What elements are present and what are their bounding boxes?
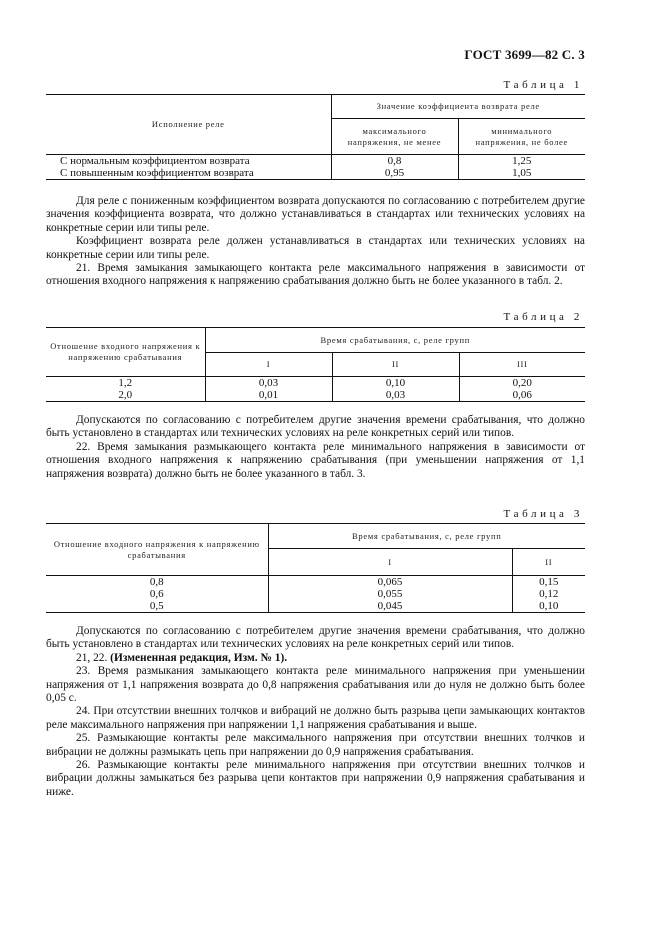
table1-header-group: Значение коэффициента возврата реле [331,95,585,119]
table1 [46,94,585,180]
table3-row3-g1: 0,045 [268,600,512,613]
table2-row1-g1: 0,03 [205,377,332,390]
table3-header-group: Время срабатывания, с, реле групп [268,524,585,549]
table3-row1-g2: 0,15 [512,576,585,589]
table-row [46,588,585,600]
table3-row1-ratio: 0,8 [46,576,268,589]
table1-caption: Таблица 1 [503,79,583,91]
table2-row1-g2: 0,10 [332,377,459,390]
paragraph: Допускаются по согласованию с потребителем другие значения времени срабатывания, что должно быть установлено в стандартах или технических условиях на реле конкретных серий или типов. [46,625,585,651]
paragraph-item-23: 23. Время размыкания замыкающего контакта реле минимального напряжения при уменьшении напряжения от 1,1 напряжения возврата до 0,8 напряжения срабатывания или до нуля не должно быть более 0,05 с. [46,665,585,705]
table3 [46,523,585,613]
table1-header-sub2: минимального напряжения, не более [458,119,585,155]
table1-header-sub1: максимального напряжения, не менее [331,119,458,155]
table2-row2-ratio: 2,0 [46,389,205,402]
amendment-note [46,652,585,665]
table3-caption: Таблица 3 [503,508,583,520]
table2-row1-ratio: 1,2 [46,377,205,390]
table1-row2-v2: 1,05 [458,167,585,180]
text-block-2 [46,414,585,481]
table2-header-main: Отношение входного напряжения к напряжению срабатывания [46,328,205,377]
amendment-text: (Измененная редакция, Изм. № 1). [110,651,288,664]
table-row [46,600,585,613]
table2-row1-g3: 0,20 [459,377,585,390]
table1-row1-v1: 0,8 [331,155,458,168]
paragraph: Коэффициент возврата реле должен устанавливаться в стандартах или технических условиях на конкретные серии или типы реле. [46,235,585,261]
table1-row2-label: С повышенным коэффициентом возврата [46,167,331,180]
paragraph-item-25: 25. Размыкающие контакты реле максимального напряжения при отсутствии внешних толчков и вибрации не должны размыкать цепь при напряжении до 0,9 напряжения срабатывания. [46,732,585,758]
paragraph: Допускаются по согласованию с потребителем другие значения времени срабатывания, что должно быть установлено в стандартах или технических условиях на реле конкретных серий или типов. [46,414,585,440]
table-row [46,377,585,390]
table2-row2-g2: 0,03 [332,389,459,402]
table2-row2-g1: 0,01 [205,389,332,402]
table3-group-2: II [512,549,585,576]
table3-header-main: Отношение входного напряжения к напряжению срабатывания [46,524,268,576]
table2 [46,327,585,402]
table-row [46,167,585,180]
table2-group-1: I [205,353,332,377]
table1-row1-v2: 1,25 [458,155,585,168]
table3-row1-g1: 0,065 [268,576,512,589]
paragraph-item-21: 21. Время замыкания замыкающего контакта реле максимального напряжения в зависимости от отношения входного напряжения к напряжению срабатывания должно быть не более указанного в табл. 2. [46,262,585,288]
table2-row2-g3: 0,06 [459,389,585,402]
table3-row3-ratio: 0,5 [46,600,268,613]
table2-group-2: II [332,353,459,377]
table3-row2-g2: 0,12 [512,588,585,600]
table3-group-1: I [268,549,512,576]
text-block-1 [46,195,585,289]
paragraph-item-22: 22. Время замыкания размыкающего контакта реле минимального напряжения в зависимости от отношения входного напряжения к напряжению срабатывания (при уменьшении напряжения от 1,1 напряжения возврата) должно быть не более указанного в табл. 3. [46,440,585,480]
paragraph-item-24: 24. При отсутствии внешних толчков и вибраций не должно быть разрыва цепи замыкающих контактов реле максимального напряжения при напряжении 1,1 напряжения срабатывания и выше. [46,705,585,731]
table2-group-3: III [459,353,585,377]
paragraph: Для реле с пониженным коэффициентом возврата допускаются по согласованию с потребителем другие значения коэффициента возврата, что должно устанавливаться в стандартах или технических условиях на конкретные серии или типы реле. [46,195,585,234]
table-row [46,576,585,589]
table3-row2-g1: 0,055 [268,588,512,600]
table3-row3-g2: 0,10 [512,600,585,613]
table1-row2-v1: 0,95 [331,167,458,180]
table1-header-main: Исполнение реле [46,95,331,155]
table1-row1-label: С нормальным коэффициентом возврата [46,155,331,168]
table-row [46,389,585,402]
table-row [46,155,585,168]
table3-row2-ratio: 0,6 [149,588,164,600]
paragraph-item-26: 26. Размыкающие контакты реле минимального напряжения при отсутствии внешних толчков и вибрации должны замыкаться без разрыва цепи контактов при напряжении 0,9 напряжения срабатывания и ниже. [46,759,585,798]
text-block-3 [46,625,585,799]
table2-caption: Таблица 2 [503,311,583,323]
page-header: ГОСТ 3699—82 С. 3 [464,47,585,62]
table2-header-group: Время срабатывания, с, реле групп [205,328,585,353]
amendment-items: 21, 22. [76,651,111,664]
